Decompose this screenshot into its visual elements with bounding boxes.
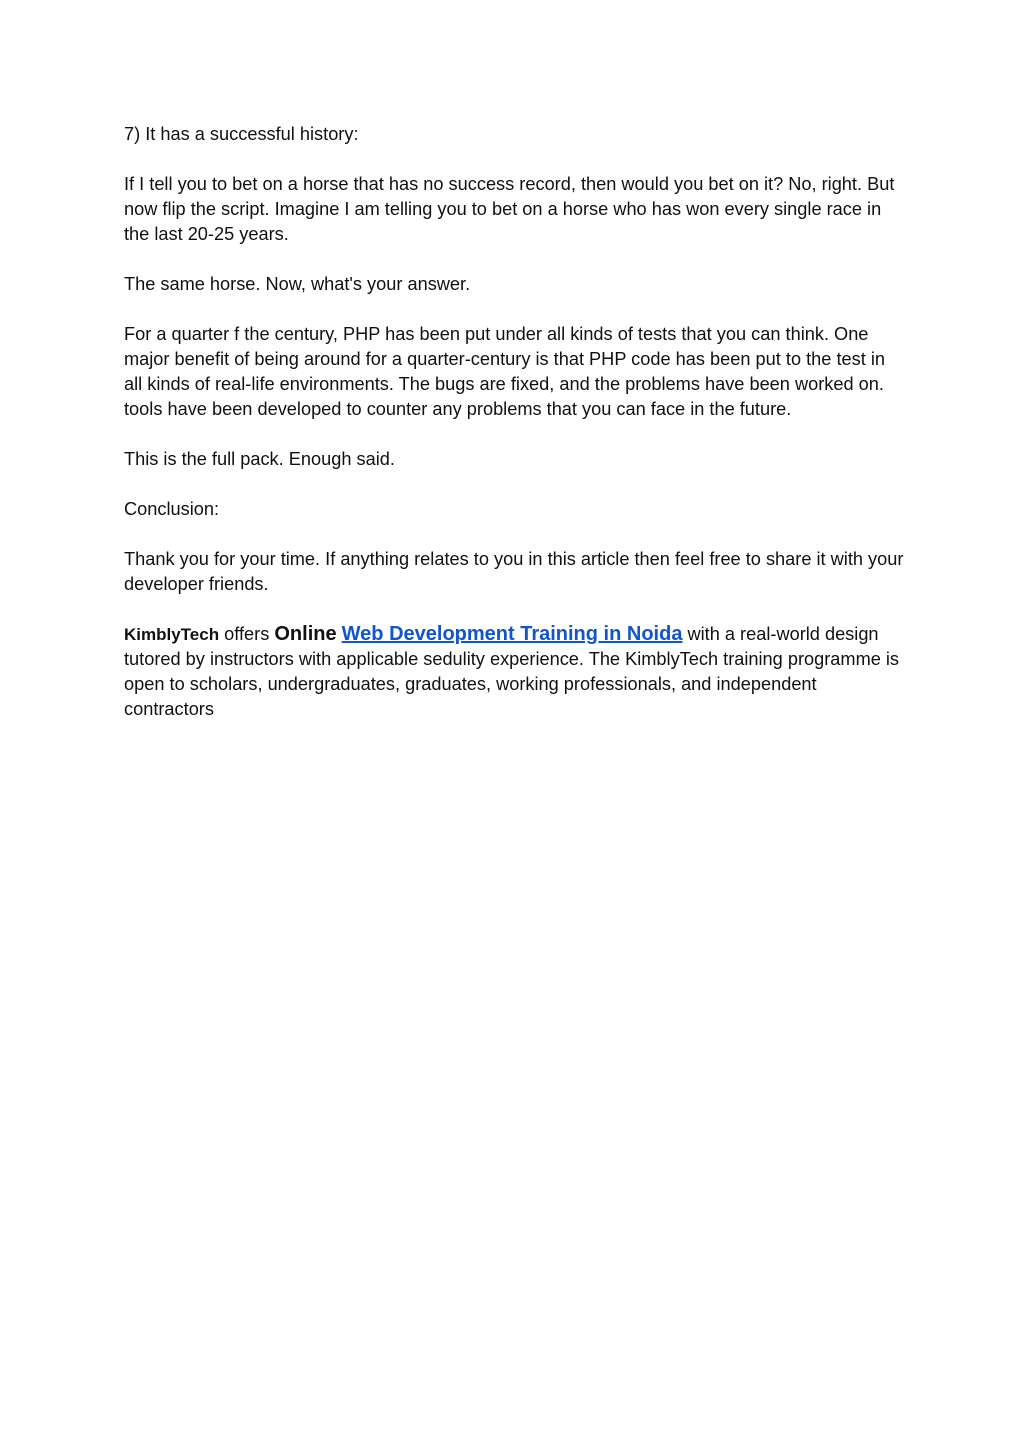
paragraph-php-history: For a quarter f the century, PHP has been put under all kinds of tests that you can think. One major benefit of being around for a quarter-century is that PHP code has been put to the test in all kinds of real-life environments. The bugs are fixed, and the problems have been worked on. tools have been developed to counter any problems that you can face in the future.	[124, 324, 885, 419]
promo-offers-text: offers	[219, 624, 275, 644]
paragraph-horse-bet: If I tell you to bet on a horse that has no success record, then would you bet on it? No, right. But now flip the script. Imagine I am telling you to bet on a horse who has won every single race in the last 20-25 years.	[124, 174, 895, 244]
conclusion-heading: Conclusion:	[124, 499, 220, 519]
paragraph-full-pack: This is the full pack. Enough said.	[124, 449, 395, 469]
paragraph-thank-you: Thank you for your time. If anything relates to you in this article then feel free to share it with your developer friends.	[124, 549, 904, 594]
promo-rest-text: with a real-world design tutored by instructors with applicable sedulity experience. The KimblyTech training programme is open to scholars, undergraduates, graduates, working professionals, and independent contractors	[124, 624, 900, 719]
promo-online-text: Online	[274, 623, 337, 645]
document-page	[124, 122, 904, 747]
promo-paragraph	[124, 622, 904, 722]
brand-name: KimblyTech	[124, 625, 220, 644]
paragraph-same-horse: The same horse. Now, what's your answer.	[124, 274, 471, 294]
training-link[interactable]: Web Development Training in Noida	[341, 623, 683, 645]
section-heading: 7) It has a successful history:	[124, 124, 359, 144]
